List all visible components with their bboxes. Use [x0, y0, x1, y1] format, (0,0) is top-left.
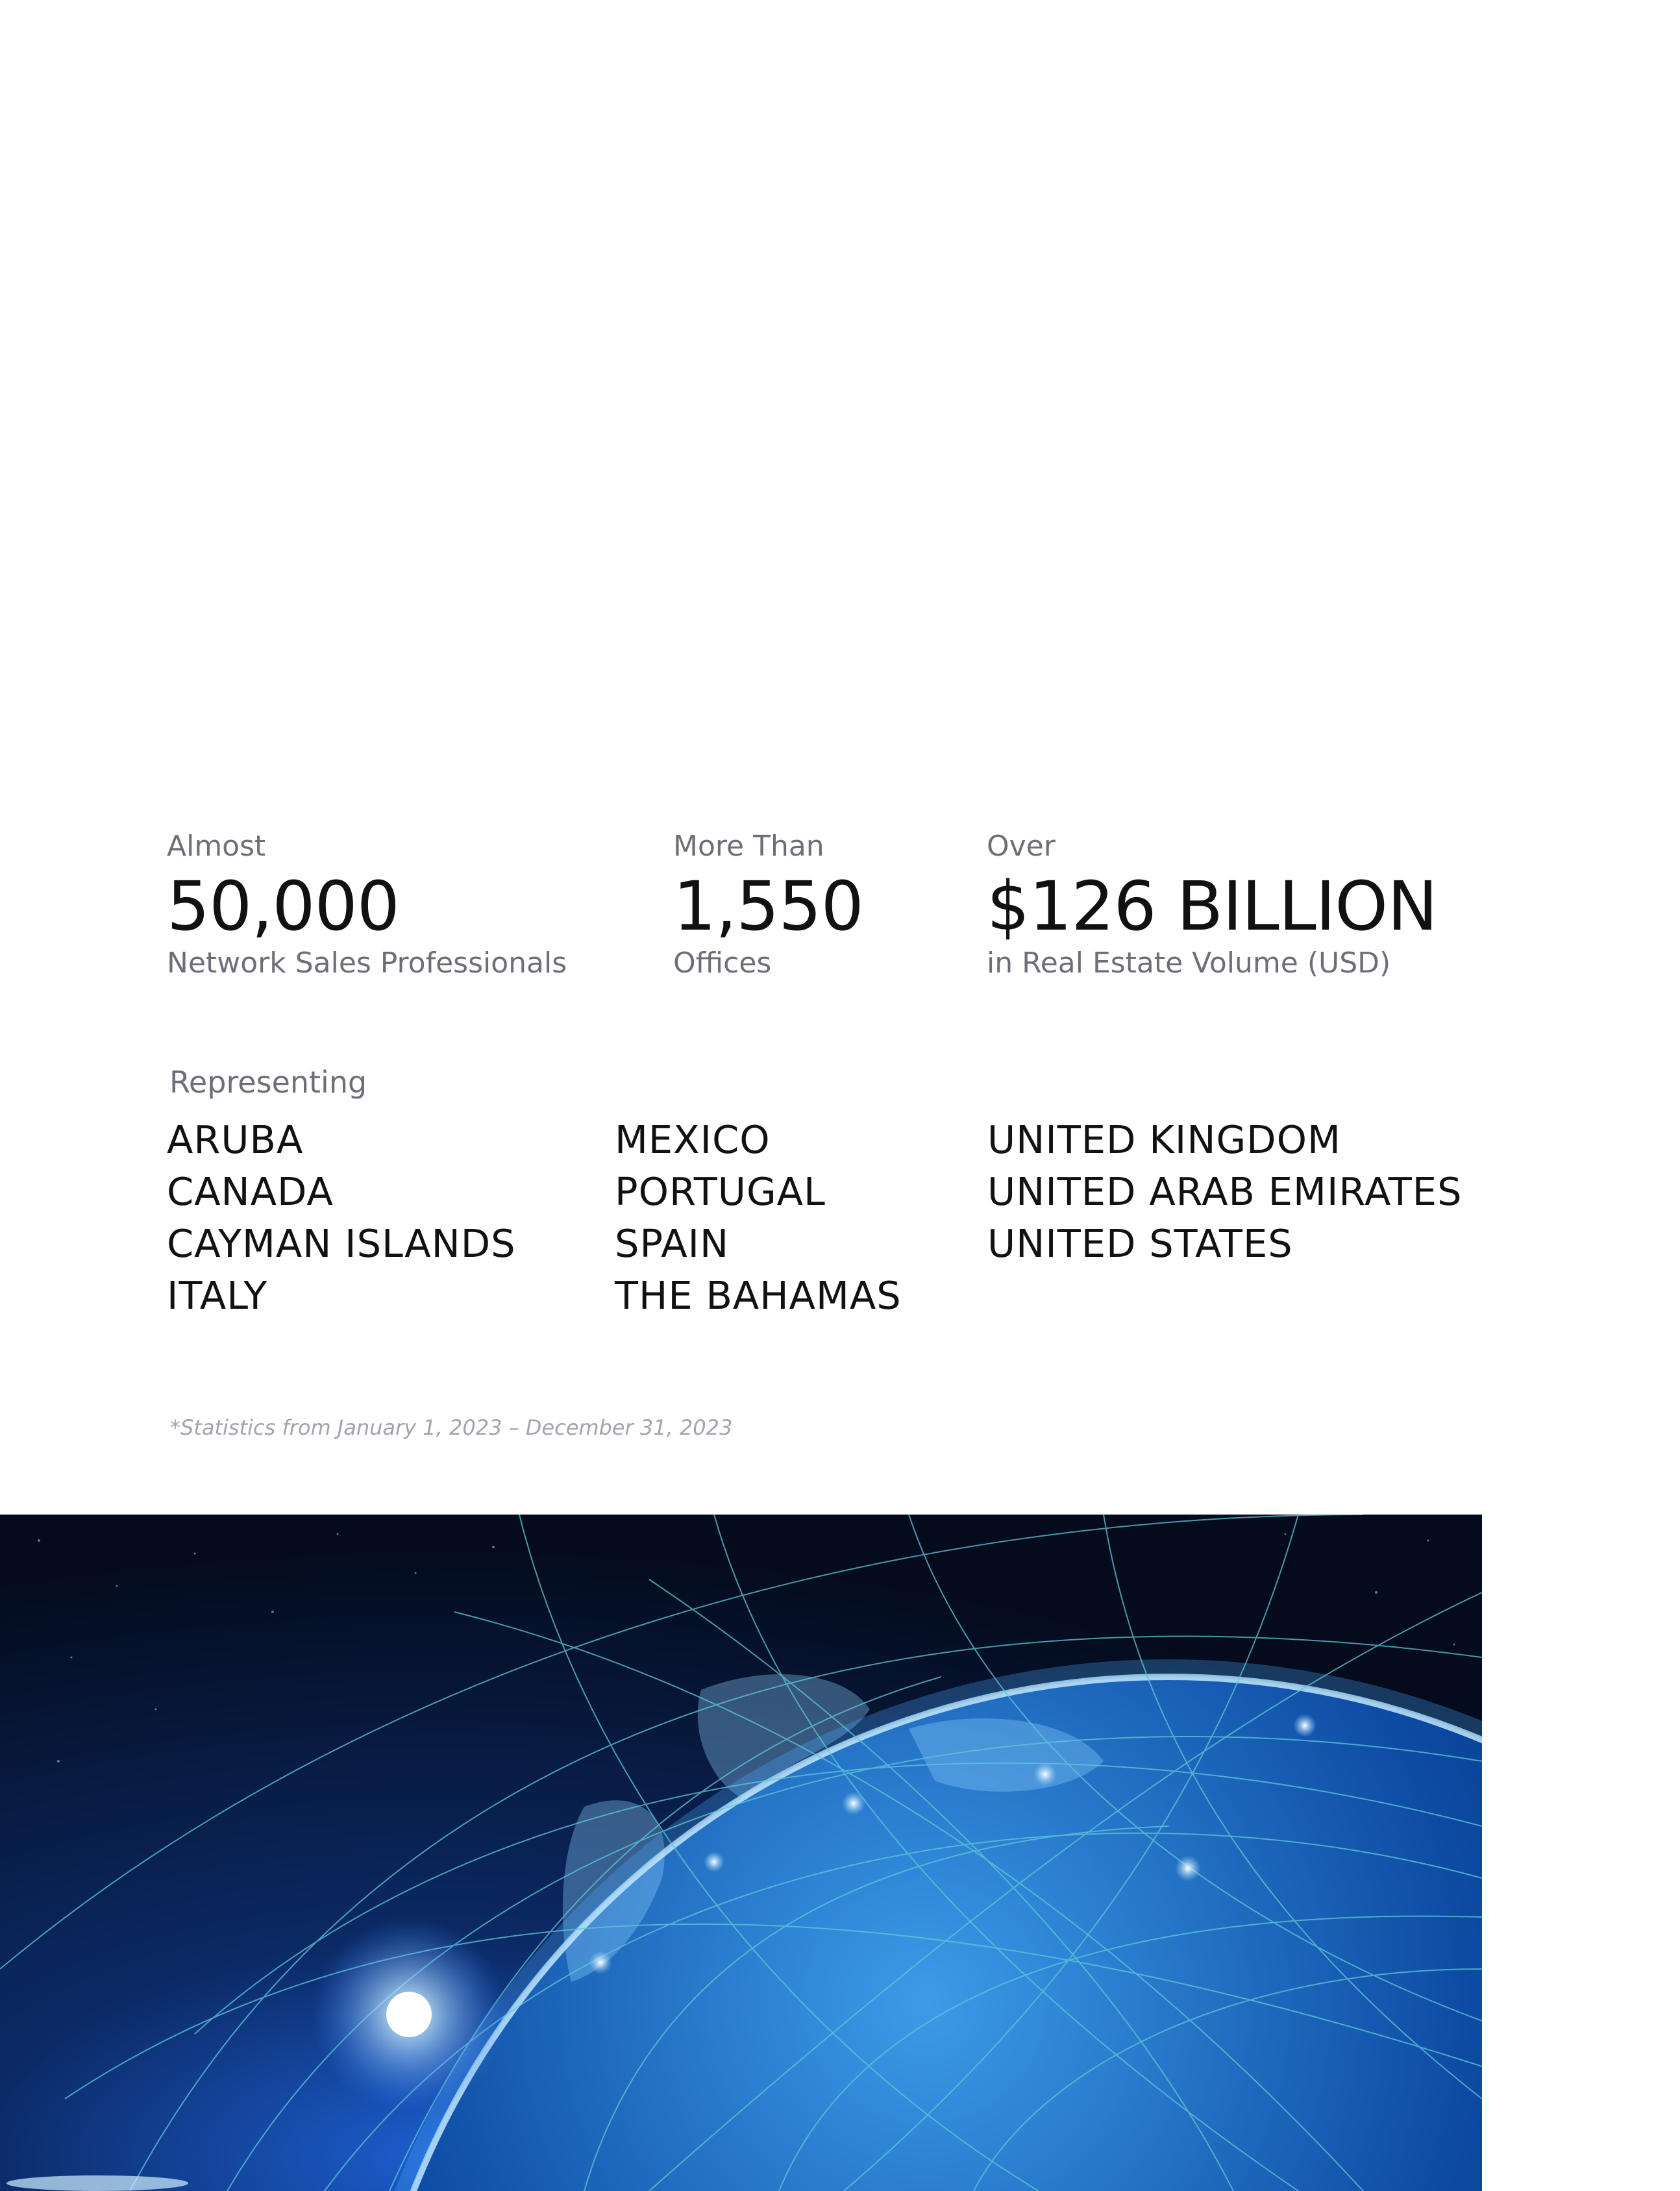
globe-network-icon: [0, 1515, 1482, 2191]
country-item: MEXICO: [615, 1117, 771, 1162]
stat-offices: [673, 828, 863, 982]
country-item: CANADA: [167, 1169, 334, 1214]
country-item: PORTUGAL: [615, 1169, 826, 1214]
country-item: ITALY: [167, 1273, 268, 1318]
stat-prefix: Over: [987, 830, 1056, 863]
country-item: THE BAHAMAS: [615, 1273, 902, 1318]
country-list-column-3: [987, 1114, 1463, 1270]
country-item: UNITED STATES: [987, 1221, 1293, 1266]
representing-label: Representing: [169, 1065, 367, 1100]
stat-description: Network Sales Professionals: [167, 947, 567, 980]
stat-prefix: More Than: [673, 830, 824, 863]
country-list-column-1: [167, 1114, 516, 1322]
stat-description: in Real Estate Volume (USD): [987, 947, 1391, 980]
globe-network-image: [0, 1515, 1482, 2191]
country-item: CAYMAN ISLANDS: [167, 1221, 516, 1266]
stat-prefix: Almost: [167, 830, 266, 863]
country-item: ARUBA: [167, 1117, 304, 1162]
stat-value: $126 BILLION: [987, 867, 1437, 946]
country-item: UNITED ARAB EMIRATES: [987, 1169, 1463, 1214]
stat-sales-volume: [987, 828, 1437, 982]
country-item: UNITED KINGDOM: [987, 1117, 1341, 1162]
stat-value: 50,000: [167, 867, 399, 946]
stat-value: 1,550: [673, 867, 863, 946]
country-list-column-2: [615, 1114, 902, 1322]
stat-sales-professionals: [167, 828, 567, 982]
stat-description: Offices: [673, 947, 772, 980]
statistics-footnote: *Statistics from January 1, 2023 – December 31, 2023: [170, 1415, 733, 1440]
country-item: SPAIN: [615, 1221, 730, 1266]
